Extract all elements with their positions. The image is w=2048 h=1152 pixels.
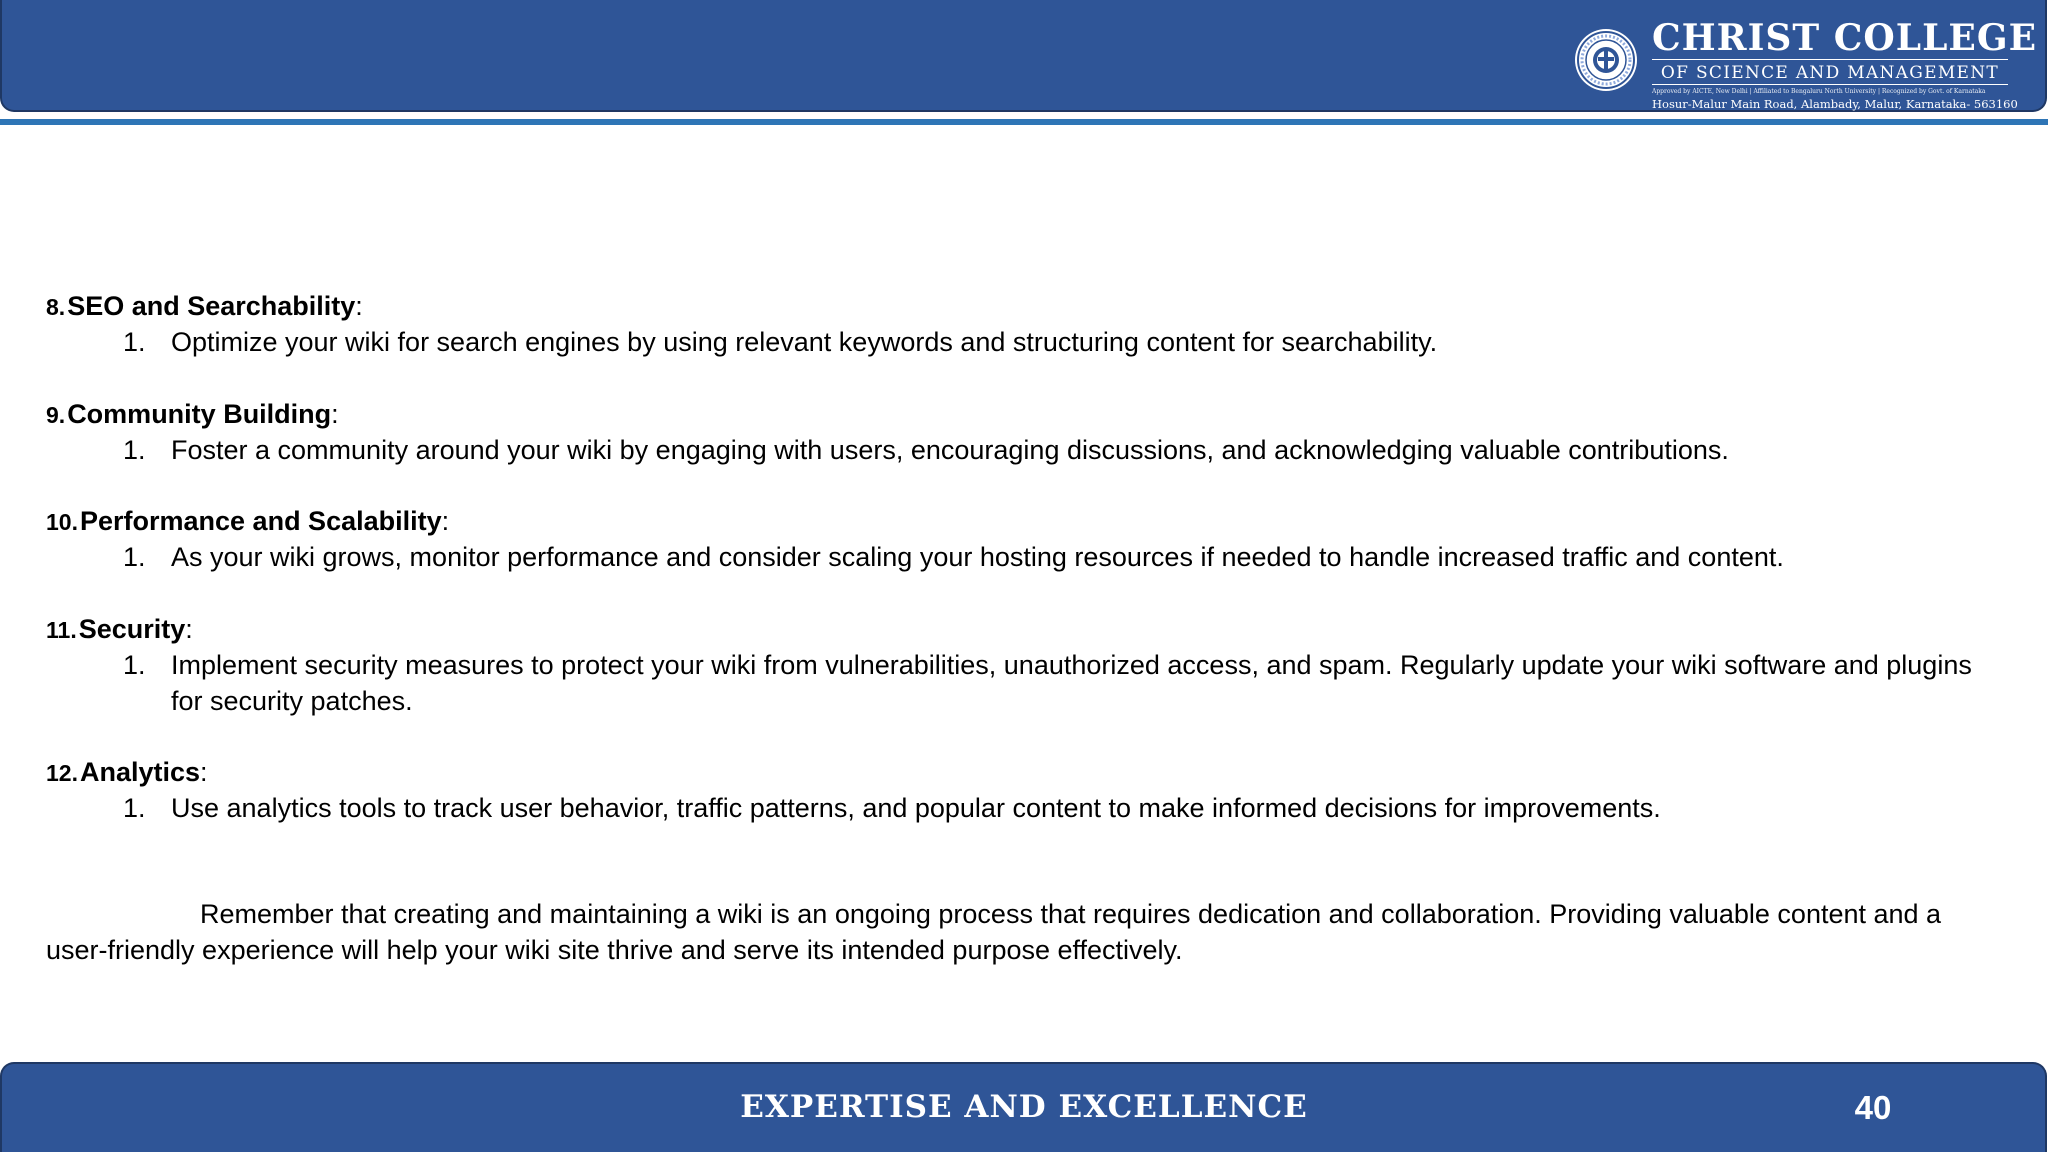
college-name: CHRIST COLLEGE xyxy=(1652,17,2038,59)
section-title: Performance and Scalability xyxy=(79,506,442,536)
footer-tagline: EXPERTISE AND EXCELLENCE xyxy=(740,1089,1308,1125)
list-marker: 1. xyxy=(123,327,146,357)
list-marker: 1. xyxy=(123,435,146,465)
section-colon: : xyxy=(200,757,208,787)
section-number: 12. xyxy=(46,760,78,786)
college-address: Hosur-Malur Main Road, Alambady, Malur, Karnataka- 563160 xyxy=(1652,97,2018,111)
section-title: Community Building xyxy=(67,399,332,429)
section-colon: : xyxy=(331,399,339,429)
list-marker: 1. xyxy=(123,542,146,572)
section-heading xyxy=(46,613,193,646)
list-marker: 1. xyxy=(123,793,146,823)
section-number: 8. xyxy=(46,294,66,320)
section-colon: : xyxy=(355,291,363,321)
list-marker: 1. xyxy=(123,650,146,680)
college-subtitle: OF SCIENCE AND MANAGEMENT xyxy=(1652,59,2008,85)
list-item-text: Optimize your wiki for search engines by using relevant keywords and structuring content for searchability. xyxy=(171,327,1438,357)
list-item-text: Foster a community around your wiki by engaging with users, encouraging discussions, and acknowledging valuable contributions. xyxy=(171,435,1729,465)
college-approval: Approved by AICTE, New Delhi | Affiliated to Bengaluru North University | Recognized by Govt. of Karnataka xyxy=(1652,88,1986,95)
section-number: 11. xyxy=(46,617,77,643)
list-item-text: As your wiki grows, monitor performance and consider scaling your hosting resources if needed to handle increased traffic and content. xyxy=(171,542,1784,572)
section-title: SEO and Searchability xyxy=(67,291,356,321)
slide-number: 40 xyxy=(1854,1089,1892,1126)
section-heading xyxy=(46,290,363,323)
closing-paragraph: Remember that creating and maintaining a wiki is an ongoing process that requires dedication and collaboration. Providing valuable content and a user-friendly experience will help your wiki site thrive and serve its intended purpose effectively. xyxy=(46,899,1942,965)
section-colon: : xyxy=(185,614,193,644)
list-item-text: Use analytics tools to track user behavior, traffic patterns, and popular content to make informed decisions for improvements. xyxy=(171,793,1661,823)
footer-banner xyxy=(0,1062,2047,1152)
section-heading xyxy=(46,756,208,789)
section-heading xyxy=(46,398,339,431)
section-title: Analytics xyxy=(79,757,201,787)
section-number: 10. xyxy=(46,509,78,535)
section-title: Security xyxy=(78,614,186,644)
section-heading xyxy=(46,505,449,538)
section-number: 9. xyxy=(46,402,66,428)
list-item-text: Implement security measures to protect your wiki from vulnerabilities, unauthorized access, and spam. Regularly update your wiki software and plugins for security patches. xyxy=(171,650,1972,716)
section-colon: : xyxy=(441,506,450,536)
